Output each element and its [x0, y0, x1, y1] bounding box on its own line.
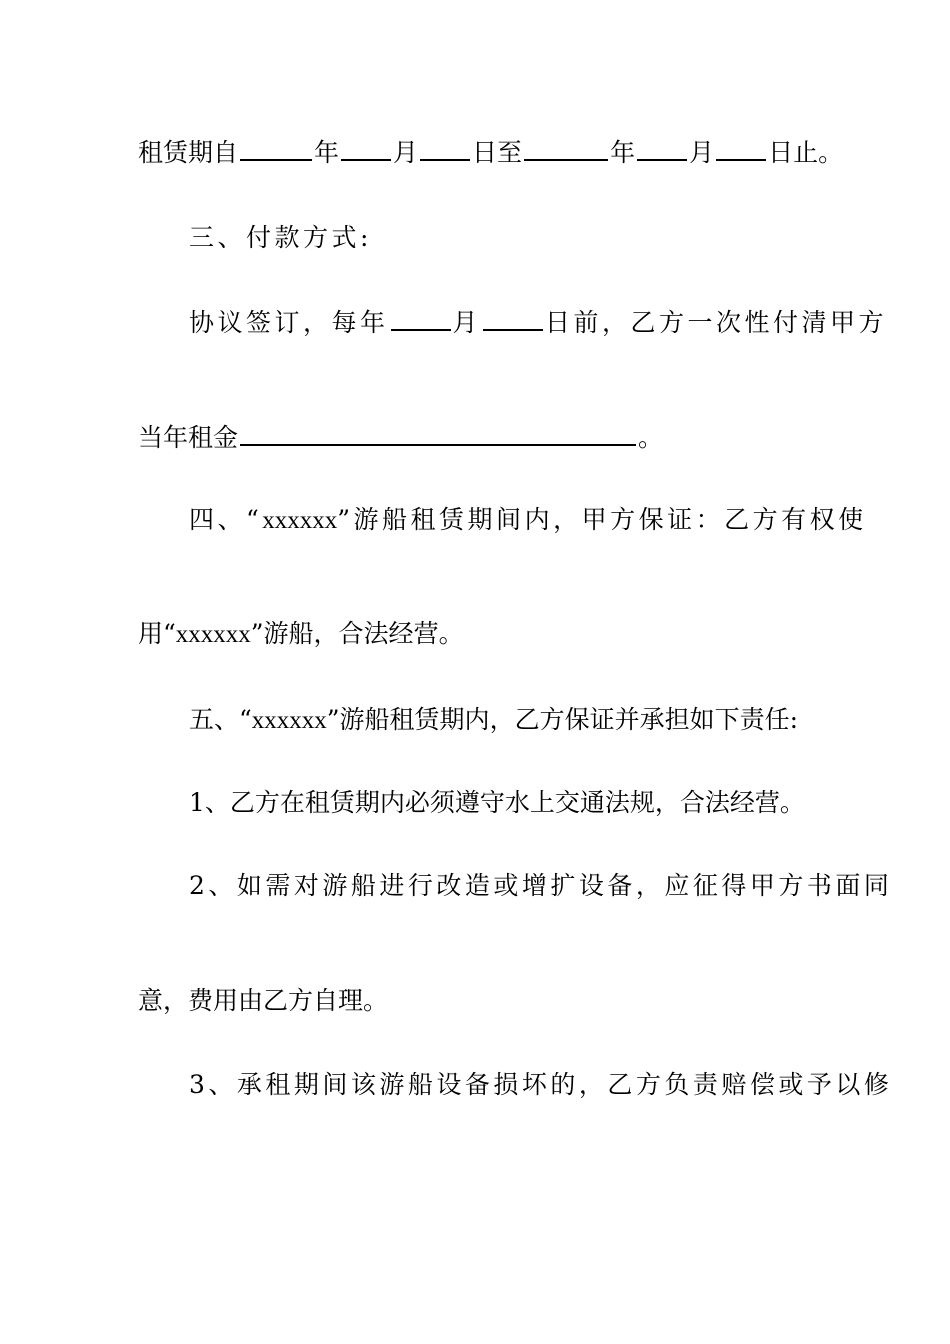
text: 日止。: [768, 138, 844, 167]
blank-start-month: [341, 133, 391, 161]
section-four-line: [0, 502, 950, 539]
text: 四、“: [189, 505, 263, 534]
blank-pay-month: [391, 303, 451, 331]
blank-end-day: [716, 133, 766, 161]
text: 日前，乙方一次性付清甲方: [545, 308, 888, 337]
blank-rent-amount: [240, 418, 636, 446]
text: 日至: [472, 138, 523, 167]
text: 。: [638, 423, 664, 452]
text: 协议签订，每年: [189, 308, 389, 337]
text: 月: [452, 308, 482, 337]
item-3: 3、承租期间该游船设备损坏的，乙方负责赔偿或予以修: [189, 1070, 893, 1099]
boat-name: xxxxxx: [175, 621, 251, 648]
text: 五、“: [189, 705, 252, 734]
rent-amount-line: [0, 418, 950, 456]
text: 当年租金: [138, 423, 239, 452]
text: 月: [393, 138, 419, 167]
blank-start-year: [240, 133, 312, 161]
blank-pay-day: [483, 303, 543, 331]
text: 年: [610, 138, 636, 167]
item-1: 1、乙方在租赁期内必须遵守水上交通法规，合法经营。: [189, 788, 805, 817]
section-five-line: [0, 702, 950, 739]
text: 年: [314, 138, 340, 167]
payment-line: [0, 303, 950, 341]
text: ”游船租赁期间内，甲方保证：乙方有权使: [337, 505, 867, 534]
lease-period-line: [0, 133, 950, 171]
text: ”游船，合法经营。: [250, 619, 464, 648]
blank-end-month: [637, 133, 687, 161]
item-2-cont: 意，费用由乙方自理。: [138, 986, 389, 1015]
text: 月: [689, 138, 715, 167]
text: ”游船租赁期内，乙方保证并承担如下责任:: [326, 705, 798, 734]
blank-start-day: [420, 133, 470, 161]
item-2: 2、如需对游船进行改造或增扩设备，应征得甲方书面同: [189, 871, 893, 900]
section-four-cont: [0, 616, 950, 653]
text: 用“: [138, 619, 176, 648]
boat-name: xxxxxx: [251, 707, 327, 734]
blank-end-year: [524, 133, 608, 161]
section-heading-payment: 三、付款方式:: [189, 223, 372, 252]
text: 租赁期自: [138, 138, 239, 167]
boat-name: xxxxxx: [262, 507, 338, 534]
